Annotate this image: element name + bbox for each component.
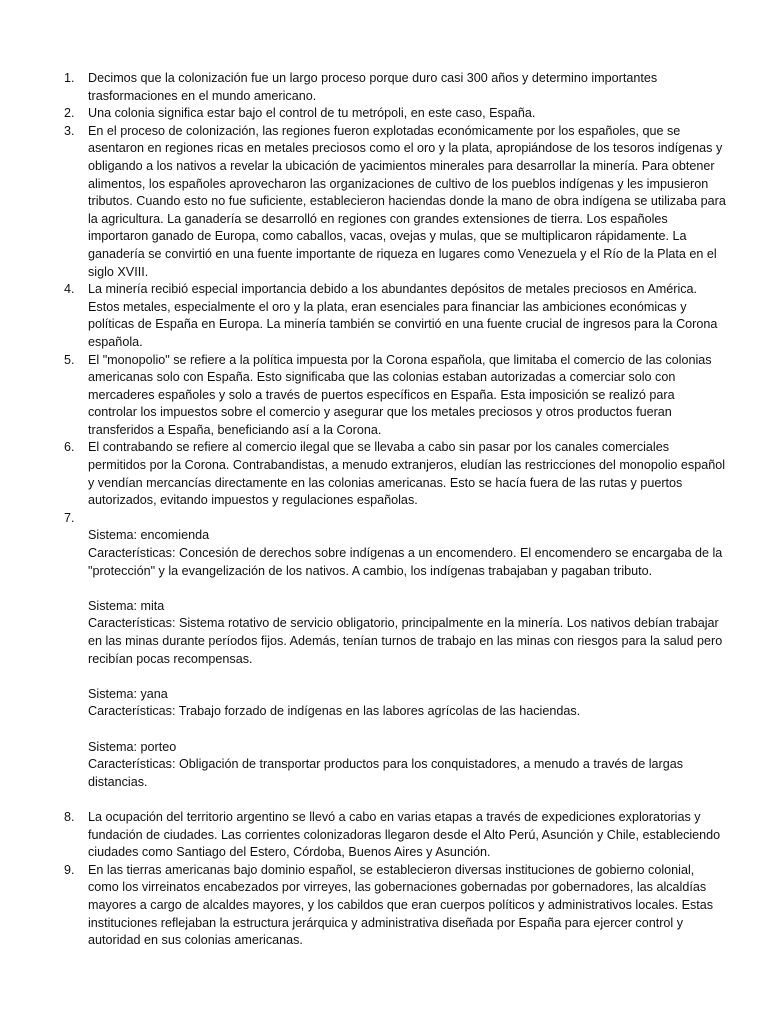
system-characteristics: Características: Trabajo forzado de indígenas en las labores agrícolas de las haciendas.	[88, 704, 581, 719]
system-name: Sistema: encomienda	[88, 528, 210, 543]
item-text: En las tierras americanas bajo dominio español, se establecieron diversas instituciones de gobierno colonial, como los virreinatos encabezados por virreyes, las gobernaciones gobernadas por gobernadores, las alcaldías mayores a cargo de alcaldes mayores, y los cabildos que eran cuerpos políticos y administrativos locales. Estas instituciones reflejaban la estructura jerárquica y administrativa diseñada por España para ejercer control y autoridad en sus colonias americanas.	[88, 862, 714, 948]
blank-line	[88, 721, 726, 739]
list-item	[0, 352, 768, 440]
list-item	[0, 70, 768, 105]
item-text: El contrabando se refiere al comercio ilegal que se llevaba a cabo sin pasar por los canales comerciales permitidos por la Corona. Contrabandistas, a menudo extranjeros, eludían las restricciones del monopolio español y vendían mercancías directamente en las colonias americanas. Esto se hacía fuera de las rutas y puertos autorizados, evitando impuestos y regulaciones españolas.	[88, 440, 726, 508]
list-item	[0, 123, 768, 281]
item-number: 5.	[64, 352, 75, 367]
system-block	[88, 739, 726, 792]
item-number: 1.	[64, 71, 75, 85]
item-text: La minería recibió especial importancia debido a los abundantes depósitos de metales preciosos en América. Estos metales, especialmente el oro y la plata, eran esenciales para financiar las ambiciones económicas y políticas de España en Europa. La minería también se convirtió en una fuente crucial de ingresos para la Corona española.	[88, 282, 718, 349]
list-item	[0, 281, 768, 351]
system-characteristics: Características: Obligación de transportar productos para los conquistadores, a menudo a través de largas distancias.	[88, 757, 684, 789]
item-number: 6.	[64, 440, 75, 455]
system-name: Sistema: porteo	[88, 739, 177, 754]
item-text: El "monopolio" se refiere a la política impuesta por la Corona española, que limitaba el comercio de las colonias americanas solo con España. Esto significaba que las colonias estaban autorizadas a comerciar solo con mercaderes españoles y solo a través de puertos específicos en España. Esta imposición se realizó para controlar los impuestos sobre el comercio y asegurar que los metales preciosos y otros productos fueran transferidos a España, beneficiando así a la Corona.	[88, 352, 712, 437]
blank-line	[88, 791, 726, 809]
item-number: 8.	[64, 809, 75, 824]
document-page	[0, 70, 768, 950]
list-item-systems	[0, 510, 768, 809]
item-text: Decimos que la colonización fue un largo proceso porque duro casi 300 años y determino importantes trasformaciones en el mundo americano.	[88, 71, 658, 103]
blank-line	[88, 668, 726, 686]
item-text: La ocupación del territorio argentino se llevó a cabo en varias etapas a través de expediciones exploratorias y fundación de ciudades. Las corrientes colonizadoras llegaron desde el Alto Perú, Asunción y Chile, estableciendo ciudades como Santiago del Estero, Córdoba, Buenos Aires y Asunción.	[88, 809, 721, 860]
item-number: 2.	[64, 106, 75, 121]
system-characteristics: Características: Concesión de derechos sobre indígenas a un encomendero. El encomendero se encargaba de la "protección" y la evangelización de los nativos. A cambio, los indígenas trabajaban y pagaban tributo.	[88, 546, 723, 578]
item-text: Una colonia significa estar bajo el control de tu metrópoli, en este caso, España.	[88, 106, 536, 121]
blank-line	[88, 510, 726, 528]
blank-line	[88, 580, 726, 598]
system-block	[88, 598, 726, 668]
item-text: En el proceso de colonización, las regiones fueron explotadas económicamente por los españoles, que se asentaron en regiones ricas en metales preciosos como el oro y la plata, apropiándose de los tesoros indígenas y obligando a los nativos a revelar la ubicación de yacimientos minerales para desarrollar la minería. Para obtener alimentos, los españoles aprovecharon las organizaciones de cultivo de los pueblos indígenas y les impusieron tributos. Cuando esto no fue suficiente, establecieron haciendas donde la mano de obra indígena se utilizaba para la agricultura. La ganadería se desarrolló en regiones con grandes extensiones de tierra. Los españoles importaron ganado de Europa, como caballos, vacas, ovejas y mulas, que se multiplicaron rápidamente. La ganadería se convirtió en una fuente importante de riqueza en lugares como Venezuela y el Río de la Plata en el siglo XVIII.	[88, 123, 726, 279]
item-number: 9.	[64, 862, 75, 877]
system-name: Sistema: mita	[88, 598, 165, 613]
list-item	[0, 862, 768, 950]
system-characteristics: Características: Sistema rotativo de servicio obligatorio, principalmente en la minería. Los nativos debían trabajar en las minas durante períodos fijos. Además, tenían turnos de trabajo en las minas con riesgos para la salud pero recibían pocas recompensas.	[88, 616, 723, 666]
system-block	[88, 527, 726, 580]
item-number: 7.	[64, 510, 75, 525]
item-number: 4.	[64, 282, 75, 297]
list-item	[0, 439, 768, 509]
item-number: 3.	[64, 123, 75, 138]
system-block	[88, 686, 726, 721]
list-item	[0, 809, 768, 862]
system-name: Sistema: yana	[88, 686, 168, 701]
list-item	[0, 105, 768, 123]
